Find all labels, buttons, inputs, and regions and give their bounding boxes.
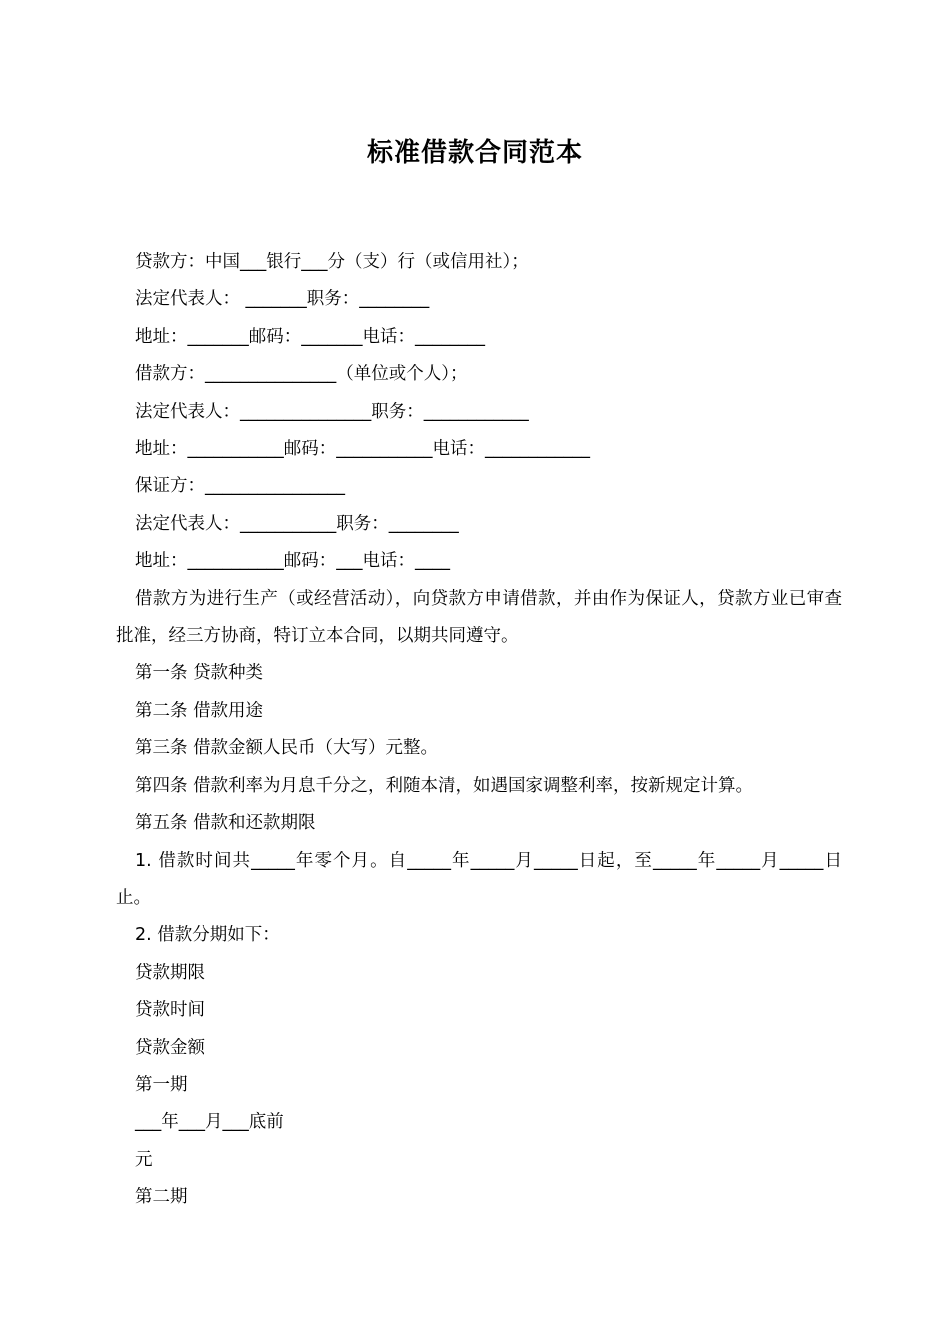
- guarantor-address-line: 地址：___________邮码：___电话：____: [135, 551, 450, 572]
- guarantor-line: 保证方：________________: [135, 476, 345, 497]
- article-3: 第三条 借款金额人民币（大写）元整。: [135, 738, 439, 759]
- loan-period-clause: 1. 借款时间共_____年零个月。自_____年_____月_____日起，至_____年_____月_____日止。: [116, 850, 842, 908]
- guarantor-representative-line: 法定代表人：___________职务：________: [135, 513, 459, 534]
- preamble-paragraph: 借款方为进行生产（或经营活动），向贷款方申请借款，并由作为保证人，贷款方业已审查批准，经三方协商，特订立本合同，以期共同遵守。: [116, 588, 842, 647]
- installment-amount-label: 贷款金额: [135, 1037, 205, 1058]
- article-4: 第四条 借款利率为月息千分之，利随本清，如遇国家调整利率，按新规定计算。: [135, 775, 754, 796]
- lender-line: 贷款方：中国___银行___分（支）行（或信用社）；: [135, 252, 529, 272]
- installment-heading: 2. 借款分期如下：: [135, 925, 280, 946]
- document-body: [116, 244, 842, 1217]
- installment-term-label: 贷款期限: [135, 962, 205, 983]
- lender-representative-line: 法定代表人： _______职务：________: [135, 289, 430, 310]
- installment-1-label: 第一期: [135, 1074, 188, 1095]
- borrower-representative-line: 法定代表人：_______________职务：____________: [135, 401, 529, 422]
- installment-1-amount: 元: [135, 1149, 153, 1170]
- installment-1-date: ___年___月___底前: [135, 1112, 284, 1133]
- installment-2-label: 第二期: [135, 1187, 188, 1208]
- article-5: 第五条 借款和还款期限: [135, 813, 316, 834]
- article-1: 第一条 贷款种类: [135, 663, 264, 684]
- installment-time-label: 贷款时间: [135, 1000, 205, 1021]
- article-2: 第二条 借款用途: [135, 700, 264, 721]
- borrower-line: 借款方：_______________（单位或个人）；: [135, 364, 468, 385]
- lender-address-line: 地址：_______邮码：_______电话：________: [135, 326, 485, 347]
- document-title: 标准借款合同范本: [366, 138, 583, 168]
- borrower-address-line: 地址：___________邮码：___________电话：____________: [135, 439, 590, 460]
